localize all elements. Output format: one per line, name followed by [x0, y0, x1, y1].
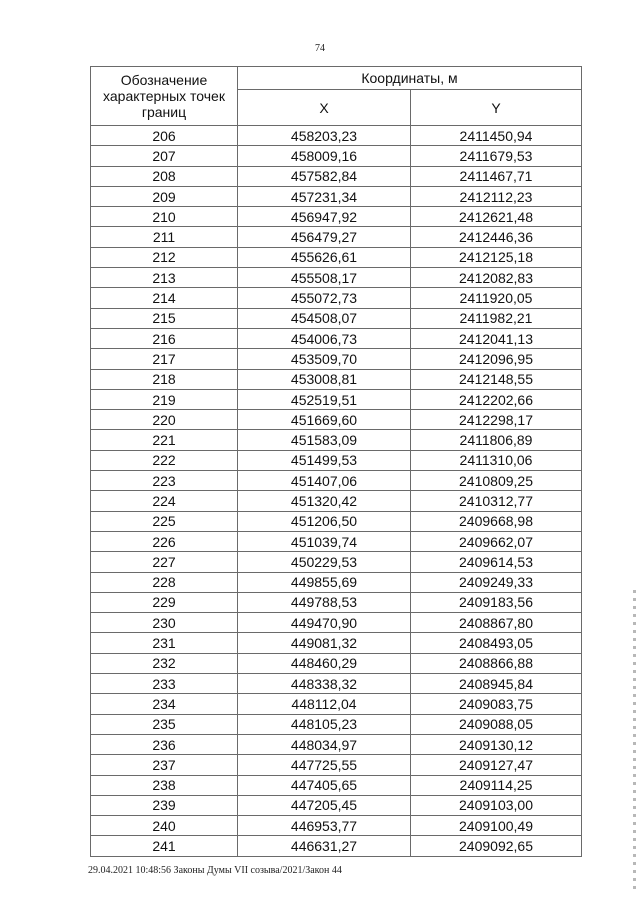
table-row [91, 268, 582, 288]
table-row [91, 694, 582, 714]
cell-y: 2409130,12 [411, 734, 582, 754]
cell-y: 2412112,23 [411, 186, 582, 206]
cell-y: 2411982,21 [411, 308, 582, 328]
cell-point: 215 [91, 308, 238, 328]
header-coordinates: Координаты, м [238, 67, 582, 90]
cell-y: 2408866,88 [411, 653, 582, 673]
cell-x: 451320,42 [238, 491, 411, 511]
cell-point: 234 [91, 694, 238, 714]
cell-y: 2411679,53 [411, 146, 582, 166]
table-row [91, 146, 582, 166]
cell-point: 238 [91, 775, 238, 795]
table-row [91, 734, 582, 754]
table-row [91, 328, 582, 348]
cell-point: 228 [91, 572, 238, 592]
cell-point: 223 [91, 471, 238, 491]
cell-point: 213 [91, 268, 238, 288]
table-row [91, 613, 582, 633]
cell-point: 217 [91, 349, 238, 369]
cell-y: 2412082,83 [411, 268, 582, 288]
cell-x: 449788,53 [238, 592, 411, 612]
cell-x: 457231,34 [238, 186, 411, 206]
page-number: 74 [315, 43, 325, 54]
cell-point: 221 [91, 430, 238, 450]
cell-point: 211 [91, 227, 238, 247]
table-row [91, 633, 582, 653]
coordinates-table [90, 66, 582, 857]
cell-y: 2409103,00 [411, 795, 582, 815]
table-row [91, 207, 582, 227]
cell-x: 447205,45 [238, 795, 411, 815]
cell-y: 2412202,66 [411, 389, 582, 409]
cell-point: 225 [91, 511, 238, 531]
table-row [91, 674, 582, 694]
table-row [91, 592, 582, 612]
table-row [91, 186, 582, 206]
table-row [91, 714, 582, 734]
cell-y: 2412148,55 [411, 369, 582, 389]
cell-point: 208 [91, 166, 238, 186]
cell-point: 232 [91, 653, 238, 673]
cell-point: 241 [91, 836, 238, 856]
cell-x: 452519,51 [238, 389, 411, 409]
cell-x: 454006,73 [238, 328, 411, 348]
cell-x: 458203,23 [238, 126, 411, 146]
cell-x: 458009,16 [238, 146, 411, 166]
table-row [91, 410, 582, 430]
cell-y: 2411310,06 [411, 450, 582, 470]
cell-x: 453008,81 [238, 369, 411, 389]
cell-y: 2410312,77 [411, 491, 582, 511]
cell-y: 2408867,80 [411, 613, 582, 633]
cell-y: 2412621,48 [411, 207, 582, 227]
cell-x: 456479,27 [238, 227, 411, 247]
cell-point: 227 [91, 552, 238, 572]
cell-x: 446631,27 [238, 836, 411, 856]
table-row [91, 471, 582, 491]
cell-point: 216 [91, 328, 238, 348]
cell-point: 231 [91, 633, 238, 653]
cell-point: 224 [91, 491, 238, 511]
cell-x: 449081,32 [238, 633, 411, 653]
table-row [91, 531, 582, 551]
header-y: Y [411, 90, 582, 126]
cell-y: 2412096,95 [411, 349, 582, 369]
table-row [91, 653, 582, 673]
cell-x: 451669,60 [238, 410, 411, 430]
cell-y: 2408493,05 [411, 633, 582, 653]
cell-point: 230 [91, 613, 238, 633]
cell-y: 2411920,05 [411, 288, 582, 308]
table-row [91, 389, 582, 409]
cell-x: 449470,90 [238, 613, 411, 633]
cell-y: 2409662,07 [411, 531, 582, 551]
table-row [91, 511, 582, 531]
table-row [91, 247, 582, 267]
cell-point: 236 [91, 734, 238, 754]
cell-x: 451039,74 [238, 531, 411, 551]
cell-point: 226 [91, 531, 238, 551]
table-row [91, 836, 582, 856]
cell-x: 448460,29 [238, 653, 411, 673]
cell-x: 448112,04 [238, 694, 411, 714]
cell-y: 2409127,47 [411, 755, 582, 775]
cell-x: 455626,61 [238, 247, 411, 267]
cell-x: 454508,07 [238, 308, 411, 328]
table-row [91, 430, 582, 450]
table-row [91, 369, 582, 389]
table-row [91, 491, 582, 511]
cell-point: 212 [91, 247, 238, 267]
cell-point: 214 [91, 288, 238, 308]
cell-y: 2409092,65 [411, 836, 582, 856]
cell-y: 2409114,25 [411, 775, 582, 795]
cell-point: 210 [91, 207, 238, 227]
cell-y: 2411467,71 [411, 166, 582, 186]
cell-y: 2409183,56 [411, 592, 582, 612]
cell-x: 457582,84 [238, 166, 411, 186]
table-row [91, 572, 582, 592]
cell-y: 2411806,89 [411, 430, 582, 450]
table-row [91, 126, 582, 146]
cell-point: 235 [91, 714, 238, 734]
cell-x: 455508,17 [238, 268, 411, 288]
cell-y: 2410809,25 [411, 471, 582, 491]
cell-x: 451583,09 [238, 430, 411, 450]
cell-x: 456947,92 [238, 207, 411, 227]
table-row [91, 288, 582, 308]
cell-x: 451499,53 [238, 450, 411, 470]
table-row [91, 308, 582, 328]
cell-x: 448034,97 [238, 734, 411, 754]
cell-point: 239 [91, 795, 238, 815]
cell-point: 240 [91, 816, 238, 836]
cell-x: 453509,70 [238, 349, 411, 369]
cell-x: 451407,06 [238, 471, 411, 491]
cell-x: 447725,55 [238, 755, 411, 775]
cell-point: 233 [91, 674, 238, 694]
cell-x: 450229,53 [238, 552, 411, 572]
table-row [91, 816, 582, 836]
cell-point: 206 [91, 126, 238, 146]
table-row [91, 349, 582, 369]
cell-y: 2409100,49 [411, 816, 582, 836]
cell-y: 2409668,98 [411, 511, 582, 531]
table-row [91, 450, 582, 470]
cell-point: 222 [91, 450, 238, 470]
table-row [91, 552, 582, 572]
footer-stamp: 29.04.2021 10:48:56 Законы Думы VII созыва/2021/Закон 44 [88, 865, 342, 876]
cell-y: 2409088,05 [411, 714, 582, 734]
cell-x: 451206,50 [238, 511, 411, 531]
cell-x: 448105,23 [238, 714, 411, 734]
table-row [91, 775, 582, 795]
table-body [91, 126, 582, 857]
cell-x: 449855,69 [238, 572, 411, 592]
cell-y: 2412125,18 [411, 247, 582, 267]
table-row [91, 227, 582, 247]
cell-y: 2412298,17 [411, 410, 582, 430]
table-header [91, 67, 582, 126]
table-row [91, 795, 582, 815]
cell-point: 209 [91, 186, 238, 206]
cell-point: 219 [91, 389, 238, 409]
cell-x: 448338,32 [238, 674, 411, 694]
cell-point: 218 [91, 369, 238, 389]
cell-y: 2409249,33 [411, 572, 582, 592]
cell-y: 2412446,36 [411, 227, 582, 247]
table-row [91, 166, 582, 186]
cell-point: 237 [91, 755, 238, 775]
cell-point: 207 [91, 146, 238, 166]
cell-x: 455072,73 [238, 288, 411, 308]
header-x: X [238, 90, 411, 126]
cell-point: 220 [91, 410, 238, 430]
cell-y: 2411450,94 [411, 126, 582, 146]
cell-y: 2409083,75 [411, 694, 582, 714]
table-row [91, 755, 582, 775]
cell-y: 2408945,84 [411, 674, 582, 694]
header-point: Обозначение характерных точек границ [91, 67, 238, 126]
edge-scan-mark [633, 590, 636, 890]
cell-x: 446953,77 [238, 816, 411, 836]
cell-x: 447405,65 [238, 775, 411, 795]
cell-y: 2409614,53 [411, 552, 582, 572]
cell-point: 229 [91, 592, 238, 612]
cell-y: 2412041,13 [411, 328, 582, 348]
